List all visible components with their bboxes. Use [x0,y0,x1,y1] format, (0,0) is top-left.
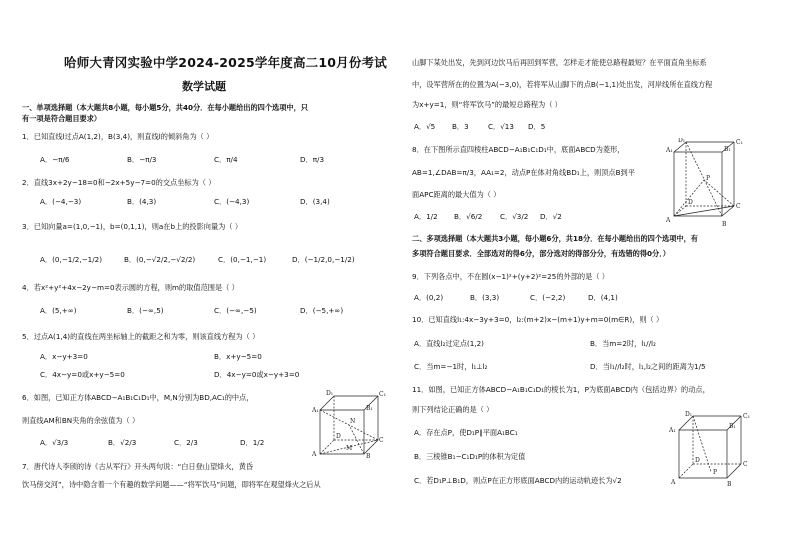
q5-option-a: A．x−y+3=0 [40,352,88,361]
svg-text:D₁: D₁ [685,411,693,418]
q5-option-d: D．4x−y=0或x−y+3=0 [214,370,300,379]
svg-text:A: A [312,451,317,458]
q4-option-c: C．(−∞,−5) [214,306,257,315]
q2-option-b: B．(4,3) [127,197,157,206]
q5-option-c: C．4x−y=0或x+y−5=0 [40,370,125,379]
q6-stem-line2: 则直线AM和BN夹角的余弦值为（ ） [22,416,140,425]
svg-text:B: B [366,453,371,460]
q1-option-d: D．π/3 [300,155,325,164]
q2-option-c: C．(−4,3) [214,197,250,206]
q3-option-b: B．(0,−√2/2,−√2/2) [124,255,196,264]
q6-option-a: A．√3/3 [40,438,69,447]
svg-text:C₁: C₁ [379,391,386,398]
svg-text:A₁: A₁ [312,407,319,414]
q4-stem: 4．若x²+y²+4x−2y−m=0表示圆的方程，则m的取值范围是（ ） [22,283,239,292]
svg-text:C: C [736,203,741,210]
svg-text:C₁: C₁ [743,413,750,420]
q10-option-b: B．当m=2时，l₁//l₂ [590,339,656,348]
svg-text:B₁: B₁ [366,405,373,412]
q1-stem: 1．已知直线l过点A(1,2)，B(3,4)，则直线l的倾斜角为（ ） [22,132,214,141]
q7-stem-line4: 中，设军营所在的位置为A(−3,0)，若将军从山脚下的点B(−1,1)处出发，河岸线所在直线方程 [412,80,713,89]
svg-text:B₁: B₁ [724,146,731,153]
section2-heading: 二、多项选择题（本大题共3小题，每小题6分，共18分．在每小题给出的四个选项中，有 [412,234,698,243]
q9-option-c: C．(−2,2) [530,293,566,302]
q6-option-d: D．1/2 [240,438,265,447]
q10-option-c: C．当m=−1时，l₁⊥l₂ [414,362,488,371]
q8-option-d: D．√2 [540,212,562,221]
q7-option-b: B．3 [452,122,469,131]
section1-heading: 一、单项选择题（本大题共8小题，每小题5分，共40分．在每小题给出的四个选项中，只 [22,103,308,112]
q8-option-c: C．√3/2 [500,212,529,221]
q8-stem-line2: AB=1,∠DAB=π/3，AA₁=2，动点P在体对角线BD₁上，则顶点B到平 [412,168,635,177]
q10-option-a: A．直线l₂过定点(1,2) [414,339,484,348]
q7-option-a: A．√5 [414,122,436,131]
exam-subtitle: 数学试题 [182,80,226,93]
q8-stem-line1: 8．在下图所示直四棱柱ABCD−A₁B₁C₁D₁中，底面ABCD为菱形， [412,145,625,154]
svg-text:M: M [346,445,353,452]
q3-stem: 3．已知向量a=(1,0,−1)，b=(0,1,1)，则a在b上的投影向量为（ ） [22,222,243,231]
section2-heading-cont: 多项符合题目要求．全部选对的得6分，部分选对的得部分分，有选错的得0分．） [412,249,670,258]
svg-text:D₁: D₁ [326,390,334,397]
svg-text:A₁: A₁ [669,427,676,434]
q11-stem-line1: 11．如图，已知正方体ABCD−A₁B₁C₁D₁的棱长为1，P为底面ABCD内（包括边界）的动点， [412,385,710,394]
svg-text:A₁: A₁ [666,147,673,154]
svg-text:B: B [727,481,732,486]
section1-heading-cont: 有一项是符合题目要求） [22,114,102,123]
q2-stem: 2．直线3x+2y−18=0和−2x+5y−7=0的交点坐标为（ ） [22,178,216,187]
left-column [22,0,387,560]
q11-cube-figure [667,410,757,486]
exam-title: 哈师大青冈实验中学2024-2025学年度高二10月份考试 [64,55,387,70]
q6-cube-figure [312,388,388,460]
svg-text:D: D [688,199,693,206]
q9-option-a: A．(0,2) [414,293,444,302]
svg-text:D: D [695,457,700,464]
q8-option-a: A．1/2 [414,212,438,221]
q3-option-d: D．(−1/2,0,−1/2) [292,255,355,264]
q9-option-b: B．(3,3) [470,293,500,302]
svg-text:P: P [713,469,718,476]
q6-option-b: B．√2/3 [108,438,137,447]
q1-option-b: B．−π/3 [127,155,157,164]
q11-option-a: A．存在点P，使D₁P∥平面A₁BC₁ [414,428,518,437]
svg-text:B₁: B₁ [729,423,736,430]
q7-stem-line2: 饮马傍交河”，诗中隐含着一个有趣的数学问题——“将军饮马”问题，即将军在观望烽火之后从 [22,480,321,489]
q7-stem-line5: 为x+y=1，则“将军饮马”的最短总路程为（ ） [412,100,562,109]
q6-option-c: C．2/3 [174,438,198,447]
svg-text:N: N [350,418,356,425]
svg-text:C₁: C₁ [736,139,743,146]
q4-option-a: A．(5,+∞) [40,306,77,315]
q4-option-b: B．(−∞,5) [127,306,164,315]
q5-stem: 5．过点A(1,4)的直线在两坐标轴上的截距之和为零，则该直线方程为（ ） [22,332,260,341]
q8-prism-figure [664,138,744,230]
q9-option-d: D．(4,1) [588,293,618,302]
q2-option-d: D．(3,4) [300,197,330,206]
svg-text:A: A [666,217,671,224]
q7-stem-line1: 7．唐代诗人李颀的诗《古从军行》开头两句说：“白日登山望烽火，黄昏 [22,462,254,471]
right-column [412,0,767,560]
svg-text:D₁: D₁ [678,138,686,144]
q1-option-a: A．−π/6 [40,155,70,164]
q4-option-d: D．(−5,+∞) [300,306,344,315]
q8-option-b: B．√6/2 [454,212,483,221]
q11-stem-line2: 则下列结论正确的是（ ） [412,405,494,414]
q7-stem-line3: 山脚下某处出发，先到河边饮马后再回到军营，怎样走才能使总路程最短？在平面直角坐标系 [412,58,707,67]
q10-stem: 10．已知直线l₁:4x−3y+3=0，l₂:(m+2)x−(m+1)y+m=0(m∈R)，则（ ） [412,315,664,324]
svg-text:D: D [336,433,341,440]
q3-option-c: C．(0,−1,−1) [218,255,267,264]
q5-option-b: B．x+y−5=0 [214,352,262,361]
q2-option-a: A．(−4,−3) [40,197,82,206]
q7-option-d: D．5 [528,122,546,131]
q8-stem-line3: 面APC距离的最大值为（ ） [412,190,501,199]
svg-text:C: C [743,461,748,468]
svg-text:A: A [671,479,676,486]
q10-option-d: D．当l₁//l₂时，l₁,l₂之间的距离为1/5 [590,362,706,371]
q7-option-c: C．√13 [488,122,514,131]
q3-option-a: A．(0,−1/2,−1/2) [40,255,103,264]
q9-stem: 9．下列各点中，不在圆(x−1)²+(y+2)²=25的外部的是（ ） [412,272,609,281]
q11-option-b: B．三棱锥B₁−C₁D₁P的体积为定值 [414,452,526,461]
svg-text:P: P [706,175,711,182]
q6-stem-line1: 6．如图，已知正方体ABCD−A₁B₁C₁D₁中，M,N分别为BD,AC₁的中点， [22,393,254,402]
q11-option-c: C．若D₁P⊥B₁D，则点P在正方形底面ABCD内的运动轨迹长为√2 [414,476,622,485]
svg-text:B: B [722,221,727,228]
svg-text:C: C [379,437,384,444]
q1-option-c: C．π/4 [214,155,238,164]
